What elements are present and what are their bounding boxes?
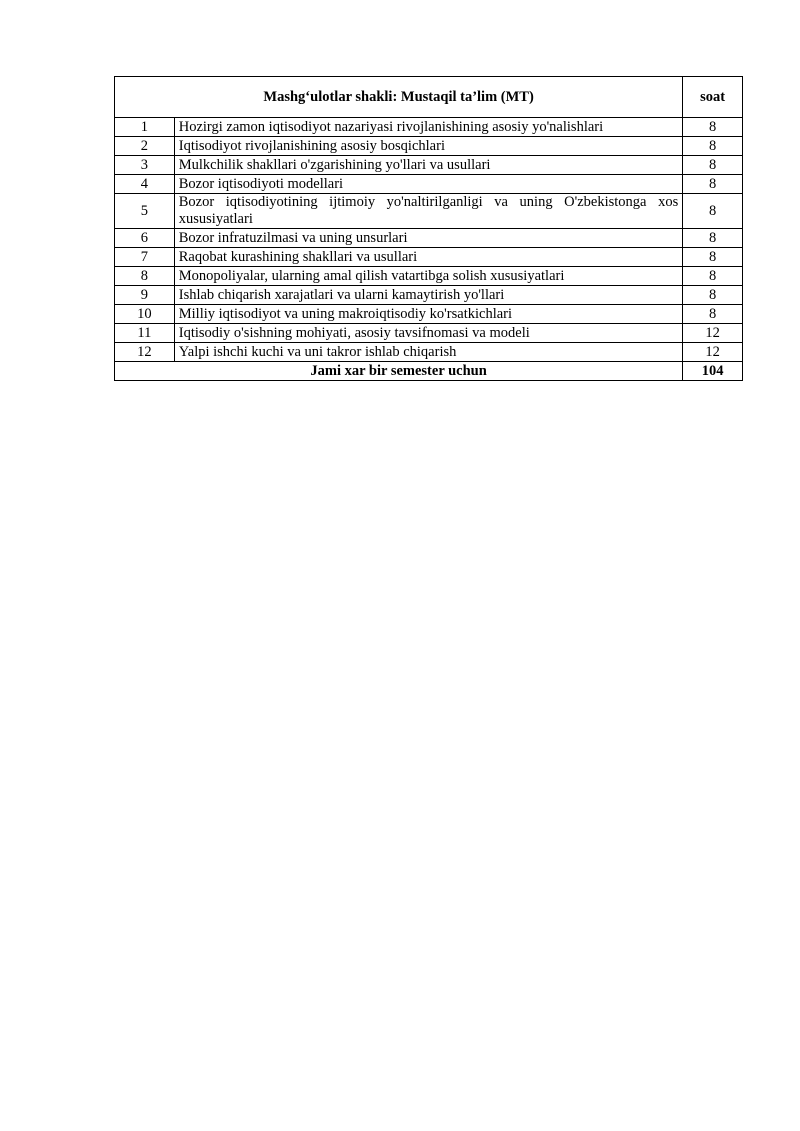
- row-topic: Ishlab chiqarish xarajatlari va ularni kamaytirish yo'llari: [174, 286, 682, 305]
- row-hours: 8: [683, 194, 743, 229]
- row-topic: Bozor iqtisodiyoti modellari: [174, 175, 682, 194]
- table-header-row: [115, 77, 743, 118]
- row-number: 11: [115, 324, 175, 343]
- table-row: [115, 286, 743, 305]
- row-topic: Yalpi ishchi kuchi va uni takror ishlab chiqarish: [174, 343, 682, 362]
- table-row: [115, 175, 743, 194]
- independent-study-table: [114, 76, 743, 381]
- row-number: 8: [115, 267, 175, 286]
- table-row: [115, 267, 743, 286]
- row-number: 7: [115, 248, 175, 267]
- table-row: [115, 229, 743, 248]
- row-hours: 12: [683, 324, 743, 343]
- row-topic: Iqtisodiy o'sishning mohiyati, asosiy tavsifnomasi va modeli: [174, 324, 682, 343]
- table-row: [115, 156, 743, 175]
- row-number: 1: [115, 118, 175, 137]
- total-label: Jami xar bir semester uchun: [115, 362, 683, 381]
- table-row: [115, 324, 743, 343]
- row-number: 6: [115, 229, 175, 248]
- row-hours: 8: [683, 175, 743, 194]
- row-hours: 8: [683, 286, 743, 305]
- row-number: 3: [115, 156, 175, 175]
- table-row: [115, 137, 743, 156]
- row-topic: Mulkchilik shakllari o'zgarishining yo'llari va usullari: [174, 156, 682, 175]
- row-hours: 8: [683, 118, 743, 137]
- row-topic: Bozor infratuzilmasi va uning unsurlari: [174, 229, 682, 248]
- row-topic: Bozor iqtisodiyotining ijtimoiy yo'naltirilganligi va uning O'zbekistonga xos xususiyatlari: [174, 194, 682, 229]
- row-topic: Monopoliyalar, ularning amal qilish vatartibga solish xususiyatlari: [174, 267, 682, 286]
- row-hours: 8: [683, 267, 743, 286]
- table-title-header: Mashg‘ulotlar shakli: Mustaqil ta’lim (MT): [115, 77, 683, 118]
- row-hours: 8: [683, 248, 743, 267]
- table-row: [115, 194, 743, 229]
- row-hours: 8: [683, 137, 743, 156]
- row-number: 9: [115, 286, 175, 305]
- table-row: [115, 248, 743, 267]
- row-number: 10: [115, 305, 175, 324]
- row-hours: 12: [683, 343, 743, 362]
- row-number: 2: [115, 137, 175, 156]
- row-topic: Iqtisodiyot rivojlanishining asosiy bosqichlari: [174, 137, 682, 156]
- row-hours: 8: [683, 305, 743, 324]
- table-row: [115, 118, 743, 137]
- row-topic: Hozirgi zamon iqtisodiyot nazariyasi rivojlanishining asosiy yo'nalishlari: [174, 118, 682, 137]
- row-hours: 8: [683, 229, 743, 248]
- row-hours: 8: [683, 156, 743, 175]
- table-row: [115, 305, 743, 324]
- row-number: 4: [115, 175, 175, 194]
- row-number: 5: [115, 194, 175, 229]
- row-number: 12: [115, 343, 175, 362]
- hours-column-header: soat: [683, 77, 743, 118]
- table-row: [115, 343, 743, 362]
- total-hours: 104: [683, 362, 743, 381]
- total-row: [115, 362, 743, 381]
- row-topic: Raqobat kurashining shakllari va usullari: [174, 248, 682, 267]
- row-topic: Milliy iqtisodiyot va uning makroiqtisodiy ko'rsatkichlari: [174, 305, 682, 324]
